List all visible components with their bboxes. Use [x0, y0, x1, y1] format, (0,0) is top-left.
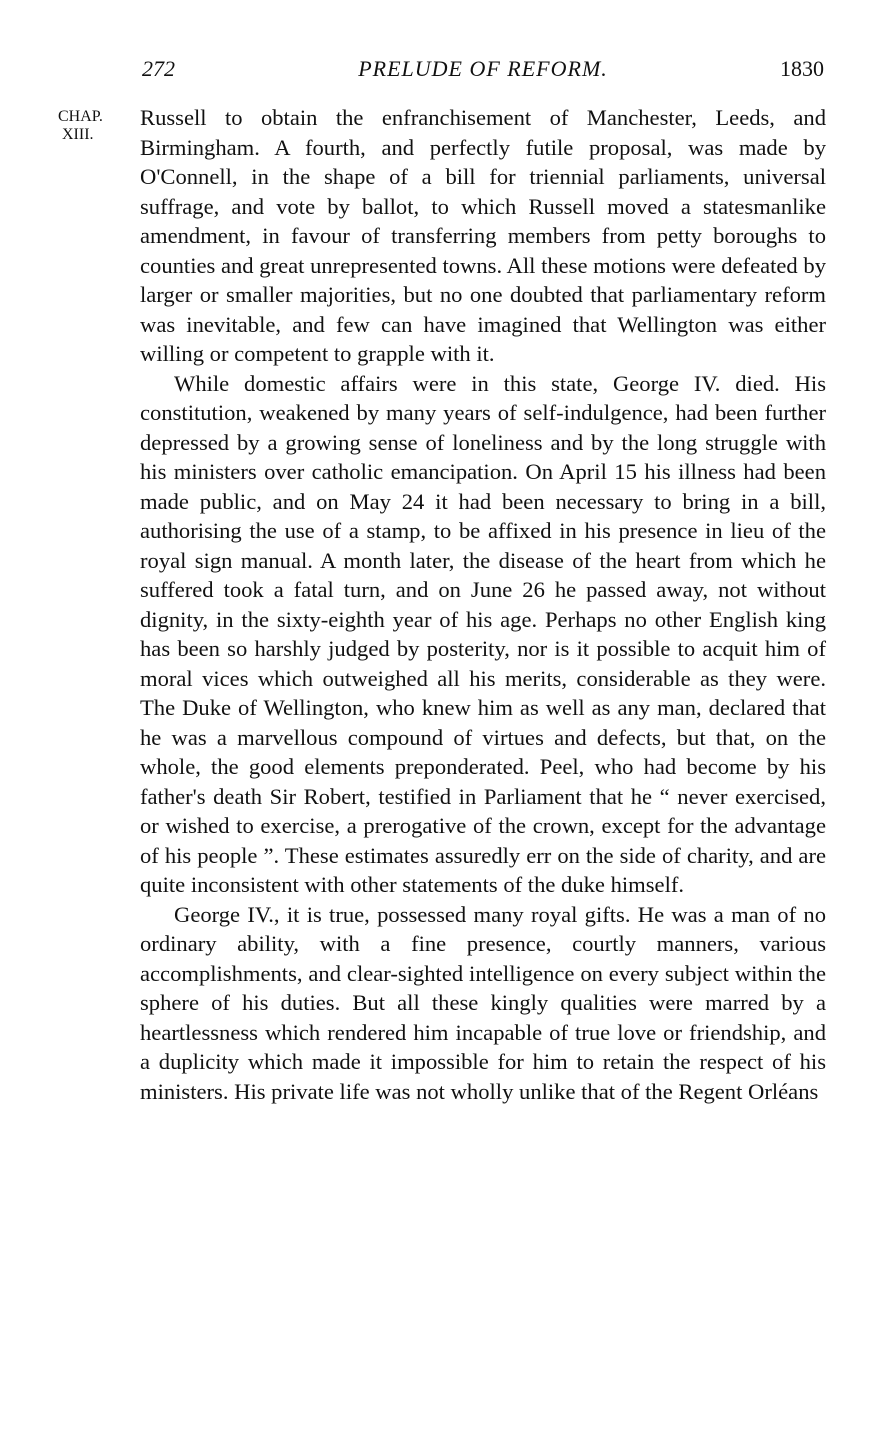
running-title: PRELUDE OF REFORM.	[358, 56, 608, 81]
page-number: 272	[142, 56, 175, 81]
chapter-margin-note	[58, 108, 128, 144]
running-header	[140, 56, 826, 86]
chapter-number: XIII.	[62, 126, 94, 143]
paragraph-3: George IV., it is true, possessed many royal gifts. He was a man of no ordinary ability, with a fine presence, courtly manners, various accomplishments, and clear-sighted intelligence on every subject within the sphere of his duties. But all these kingly qualities were marred by a heartlessness which rendered him incapable of true love or friendship, and a duplicity which made it impossible for him to retain the respect of his ministers. His private life was not wholly unlike that of the Regent Orléans	[140, 901, 826, 1104]
chapter-label: CHAP.	[58, 108, 103, 125]
body-text	[140, 103, 826, 1106]
paragraph-2: While domestic affairs were in this state, George IV. died. His constitution, weakened by many years of self-indulgence, had been further depressed by a growing sense of loneliness and by the long struggle with his ministers over catholic emancipation. On April 15 his illness had been made public, and on May 24 it had been necessary to bring in a bill, authorising the use of a stamp, to be affixed in his presence in lieu of the royal sign manual. A month later, the disease of the heart from which he suffered took a fatal turn, and on June 26 he passed away, not without dignity, in the sixty-eighth year of his age. Perhaps no other English king has been so harshly judged by posterity, nor is it possible to acquit him of moral vices which outweighed all his merits, considerable as they were. The Duke of Wellington, who knew him as well as any man, declared that he was a marvellous compound of virtues and defects, but that, on the whole, the good elements preponderated. Peel, who had become by his father's death Sir Robert, testified in Parliament that he “ never exercised, or wished to exercise, a prerogative of the crown, except for the advantage of his people ”. These estimates assuredly err on the side of charity, and are quite inconsistent with other statements of the duke himself.	[140, 370, 826, 897]
paragraph-1: Russell to obtain the enfranchisement of Manchester, Leeds, and Birmingham. A fourth, and perfectly futile proposal, was made by O'Connell, in the shape of a bill for triennial parliaments, universal suffrage, and vote by ballot, to which Russell moved a statesmanlike amendment, in favour of transferring members from petty boroughs to counties and great unrepresented towns. All these motions were defeated by larger or smaller majorities, but no one doubted that parliamentary reform was inevitable, and few can have imagined that Wellington was either willing or competent to grapple with it.	[140, 105, 826, 366]
header-year: 1830	[780, 56, 824, 81]
